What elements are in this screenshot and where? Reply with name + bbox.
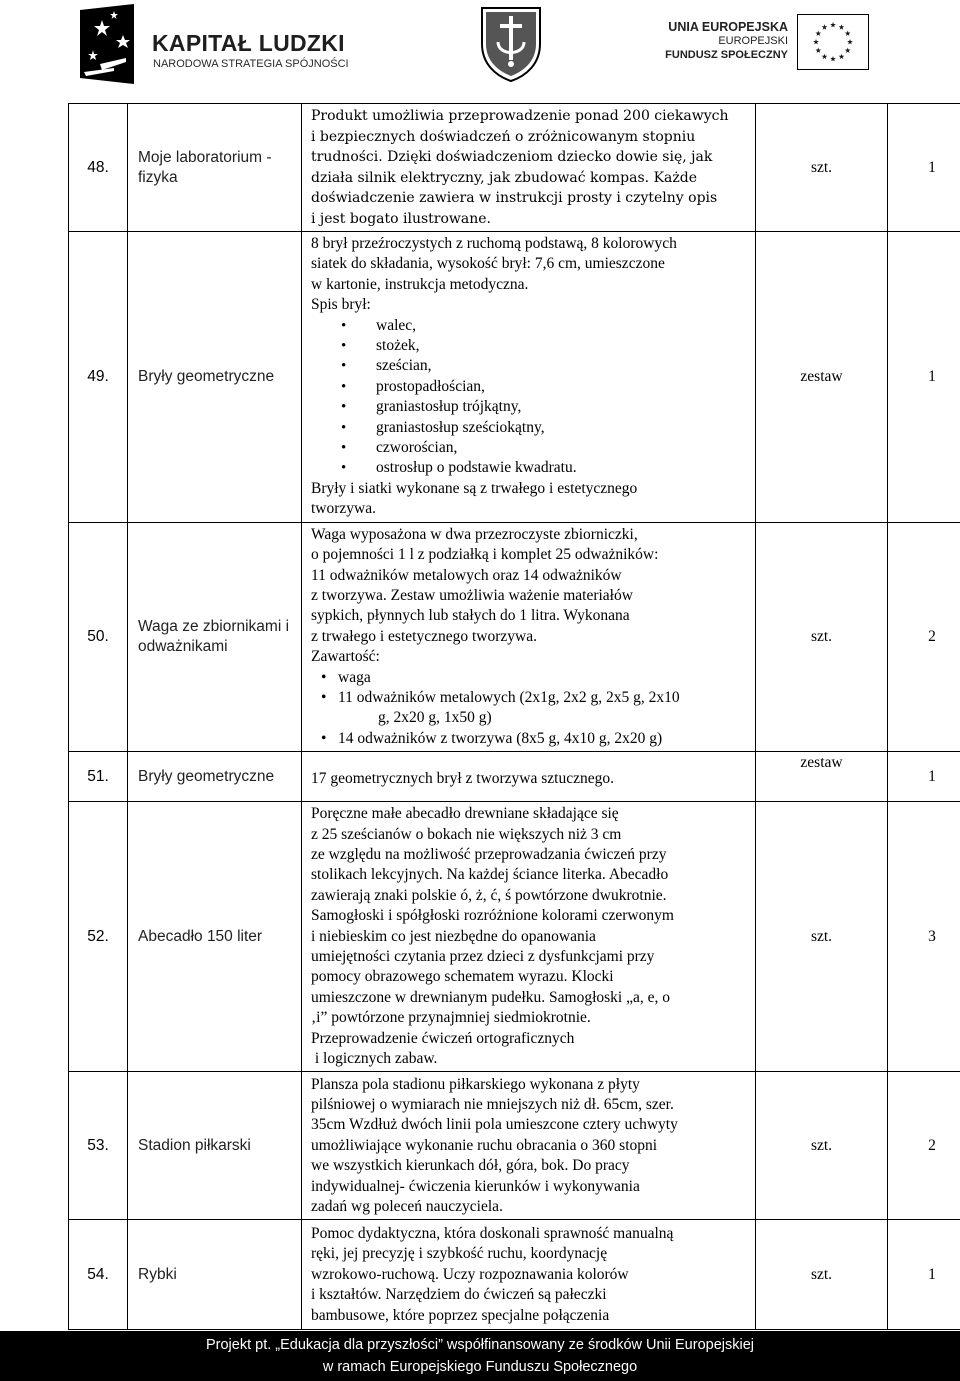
desc-line: z trwałego i estetycznego tworzywa. [311, 627, 537, 645]
desc-line: stolikach lekcyjnych. Na każdej ściance literka. Abecadło [311, 866, 669, 884]
item-description [302, 522, 756, 751]
desc-line: zawierają znaki polskie ó, ż, ć, ś powtórzone dwukrotnie. [311, 886, 667, 904]
desc-line: ze względu na możliwość przeprowadzania ćwiczeń przy [311, 845, 667, 863]
row-number: 49. [69, 232, 128, 523]
desc-line: Poręczne małe abecadło drewniane składające się [311, 805, 619, 823]
item-unit: szt. [756, 802, 888, 1072]
row-number: 52. [69, 802, 128, 1072]
desc-line: Zawartość: [311, 648, 380, 666]
desc-line: Waga wyposażona w dwa przezroczyste zbiorniczki, [311, 525, 638, 543]
table-row [69, 752, 960, 802]
item-description [302, 1220, 756, 1330]
list-item: • czworościan, [311, 438, 749, 458]
item-unit: szt. [756, 1072, 888, 1220]
desc-line: Produkt umożliwia przeprowadzenie ponad 200 ciekawych [311, 108, 729, 124]
list-item-text: 11 odważników metalowych (2x1g, 2x2 g, 2x5 g, 2x10 [338, 688, 680, 706]
items-table [68, 103, 960, 1330]
footer-line-2: w ramach Europejskiego Funduszu Społecznego [322, 1359, 638, 1375]
item-name: Rybki [128, 1220, 302, 1330]
item-name: Bryły geometryczne [128, 752, 302, 802]
item-unit: szt. [756, 104, 888, 232]
desc-line: umieszczone w drewnianym pudełku. Samogłoski „a, e, o [311, 988, 670, 1006]
item-quantity: 2 [888, 522, 960, 751]
desc-line: i kształtów. Narzędziem do ćwiczeń są pałeczki [311, 1286, 607, 1304]
list-item: • ostrosłup o podstawie kwadratu. [311, 458, 749, 478]
list-item: • graniastosłup sześciokątny, [311, 418, 749, 438]
desc-line: trudności. Dzięki doświadczeniom dziecko dowie się, jak [311, 149, 713, 165]
item-quantity: 1 [888, 232, 960, 523]
item-unit: szt. [756, 522, 888, 751]
coat-of-arms-icon [478, 2, 544, 82]
header-logos [0, 0, 960, 98]
contents-list [311, 668, 749, 750]
desc-line: ‚i” powtórzone przynajmniej siedmiokrotnie. [311, 1009, 591, 1027]
list-item: • prostopadłościan, [311, 377, 749, 397]
row-number: 50. [69, 522, 128, 751]
desc-line: pilśniowej o wymiarach nie mniejszych niż dł. 65cm, szer. [311, 1095, 674, 1113]
desc-line: 8 brył przeźroczystych z ruchomą podstawą, 8 kolorowych [311, 235, 677, 252]
desc-line: zadań wg poleceń nauczyciela. [311, 1197, 503, 1215]
desc-line: we wszystkich kierunkach dół, góra, bok. Do pracy [311, 1157, 630, 1175]
desc-line: Plansza pola stadionu piłkarskiego wykonana z płyty [311, 1075, 640, 1093]
table-row [69, 1072, 960, 1220]
list-item [311, 688, 749, 729]
table-row [69, 522, 960, 751]
desc-line: działa silnik elektryczny, jak zbudować kompas. Każde [311, 169, 698, 186]
item-quantity: 3 [888, 802, 960, 1072]
row-number: 54. [69, 1220, 128, 1330]
list-item: • stożek, [311, 336, 749, 356]
list-item: • sześcian, [311, 356, 749, 376]
desc-line: Spis brył: [311, 296, 371, 314]
desc-line: ręki, jej precyzję i szybkość ruchu, koordynację [311, 1245, 608, 1263]
desc-line: Samogłoski i spółgłoski rozróżnione kolorami czerwonym [311, 907, 674, 925]
footer-line-1: Projekt pt. „Edukacja dla przyszłości” współfinansowany ze środków Unii Europejskiej [205, 1337, 754, 1353]
item-name: Stadion piłkarski [128, 1072, 302, 1220]
desc-line: 35cm Wzdłuż dwóch linii pola umieszcone cztery uchwyty [311, 1116, 678, 1134]
table-row [69, 232, 960, 523]
item-description [302, 104, 756, 232]
row-number: 48. [69, 104, 128, 232]
desc-line: z tworzywa. Zestaw umożliwia ważenie materiałów [311, 586, 633, 604]
desc-line: i jest bogato ilustrowane. [311, 210, 492, 227]
desc-line: doświadczenie zawiera w instrukcji prosty i czytelny opis [311, 190, 718, 206]
solids-list [311, 316, 749, 479]
list-item: • 14 odważników z tworzywa (8x5 g, 4x10 g, 2x20 g) [311, 729, 749, 749]
kapital-ludzki-subtitle: NARODOWA STRATEGIA SPÓJNOŚCI [153, 58, 349, 70]
desc-line: z 25 sześcianów o bokach nie większych niż 3 cm [311, 825, 622, 843]
item-description [302, 232, 756, 523]
row-number: 51. [69, 752, 128, 802]
table-row [69, 1220, 960, 1330]
item-unit: zestaw [756, 232, 888, 523]
table-row [69, 104, 960, 232]
eu-line-1: UNIA EUROPEJSKA [668, 20, 788, 34]
desc-line: Pomoc dydaktyczna, która doskonali sprawność manualną [311, 1224, 674, 1242]
desc-line: 17 geometrycznych brył z tworzywa sztucznego. [311, 770, 614, 788]
kapital-ludzki-logo-icon [80, 4, 134, 84]
row-number: 53. [69, 1072, 128, 1220]
list-item: • walec, [311, 316, 749, 336]
item-description [302, 752, 756, 802]
desc-line: i bezpiecznych doświadczeń o zróżnicowanym stopniu [311, 128, 696, 145]
item-name: Bryły geometryczne [128, 232, 302, 523]
item-quantity: 2 [888, 1072, 960, 1220]
table-row [69, 802, 960, 1072]
list-item: • graniastosłup trójkątny, [311, 397, 749, 417]
desc-line: i niebieskim co jest niezbędne do opanowania [311, 927, 596, 945]
desc-line: o pojemności 1 l z podziałką i komplet 25 odważników: [311, 546, 659, 564]
item-unit: zestaw [756, 752, 888, 802]
item-name: Waga ze zbiornikami i odważnikami [128, 522, 302, 751]
desc-line: Przeprowadzenie ćwiczeń ortograficznych [311, 1029, 575, 1047]
eu-flag-icon [797, 14, 869, 70]
desc-line: wzrokowo-ruchową. Uczy rozpoznawania kolorów [311, 1265, 629, 1283]
desc-line: umożliwiające wykonanie ruchu obracania o 360 stopni [311, 1136, 658, 1154]
list-item: • waga [311, 668, 749, 688]
item-description [302, 1072, 756, 1220]
item-quantity: 1 [888, 1220, 960, 1330]
desc-line: w kartonie, instrukcja metodyczna. [311, 275, 529, 293]
desc-line: sypkich, płynnych lub stałych do 1 litra. Wykonana [311, 607, 630, 625]
kapital-ludzki-title: KAPITAŁ LUDZKI [152, 30, 345, 56]
desc-line: siatek do składania, wysokość brył: 7,6 cm, umieszczone [311, 255, 665, 273]
item-unit: szt. [756, 1220, 888, 1330]
eu-line-3: FUNDUSZ SPOŁECZNY [665, 49, 788, 61]
item-quantity: 1 [888, 752, 960, 802]
item-quantity: 1 [888, 104, 960, 232]
eu-text-block [648, 20, 788, 62]
desc-line: i logicznych zabaw. [311, 1050, 438, 1068]
item-name: Abecadło 150 liter [128, 802, 302, 1072]
footer-banner [0, 1331, 960, 1381]
list-item-continuation: g, 2x20 g, 1x50 g) [378, 709, 492, 727]
desc-line: 11 odważników metalowych oraz 14 odważników [311, 566, 622, 584]
item-description [302, 802, 756, 1072]
desc-line: indywidualnej- ćwiczenia kierunków i wykonywania [311, 1177, 640, 1195]
desc-line: pomocy obrazowego schematem wyrazu. Klocki [311, 968, 614, 986]
item-name: Moje laboratorium - fizyka [128, 104, 302, 232]
desc-line: umiejętności czytania przez dzieci z dysfunkcjami przy [311, 948, 655, 965]
eu-line-2: EUROPEJSKI [718, 35, 788, 47]
desc-line: tworzywa. [311, 500, 376, 518]
desc-line: Bryły i siatki wykonane są z trwałego i estetycznego [311, 479, 638, 497]
desc-line: bambusowe, które poprzez specjalne połączenia [311, 1306, 610, 1324]
